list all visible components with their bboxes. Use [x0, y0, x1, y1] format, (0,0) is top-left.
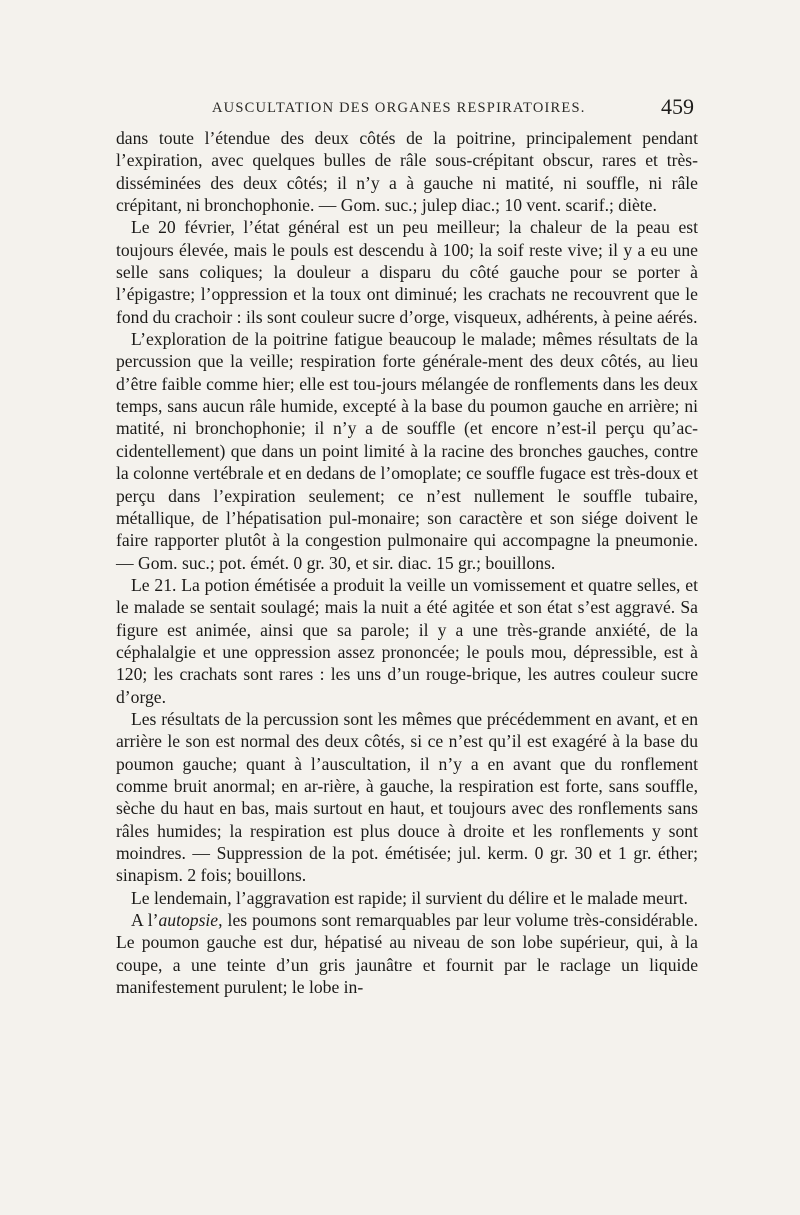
- paragraph-percussion: Les résultats de la percussion sont les mêmes que précédemment en avant, et en arrière le son est normal des deux côtés, si ce n’est qu’il est exagéré à la base du poumon gauche; quant à l’auscultation, il n’y a en avant que du ronflement comme bruit anormal; en ar-rière, à gauche, la respiration est forte, sans souffle, sèche du haut en bas, mais surtout en haut, et toujours avec des ronflements sans râles humides; la respiration est plus douce à droite et les ronflements y sont moindres. — Suppression de la pot. émétisée; jul. kerm. 0 gr. 30 et 1 gr. éther; sinapism. 2 fois; bouillons.: [116, 708, 698, 886]
- running-title: AUSCULTATION DES ORGANES RESPIRATOIRES.: [212, 100, 586, 116]
- body-text: [116, 127, 698, 998]
- paragraph-20-fevrier: Le 20 février, l’état général est un peu meilleur; la chaleur de la peau est toujours élevée, mais le pouls est descendu à 100; la soif reste vive; il y a eu une selle sans coliques; la douleur a disparu du côté gauche pour se porter à l’épigastre; l’oppression et la toux ont diminué; les crachats ne recouvrent que le fond du crachoir : ils sont couleur sucre d’orge, visqueux, adhérents, à peine aérés.: [116, 217, 698, 327]
- page-number: 459: [661, 94, 694, 119]
- autopsie-emphasis: autopsie,: [158, 910, 223, 931]
- paragraph-autopsie: [116, 909, 698, 998]
- paragraph-lendemain: Le lendemain, l’aggravation est rapide; il survient du délire et le malade meurt.: [131, 887, 688, 908]
- paragraph-exploration: L’exploration de la poitrine fatigue beaucoup le malade; mêmes résultats de la percussion que la veille; respiration forte générale-ment des deux côtés, au lieu d’être faible comme hier; elle est tou-jours mélangée de ronflements dans les deux temps, sans aucun râle humide, excepté à la base du poumon gauche en arrière; ni matité, ni bronchophonie; il n’y a de souffle (et encore n’est-il perçu qu’ac-cidentellement) que dans un point limité à la racine des bronches gauches, contre la colonne vertébrale et en dedans de l’omoplate; ce souffle fugace est très-doux et perçu dans l’expiration seulement; ce n’est nullement le souffle tubaire, métallique, de l’hépatisation pul-monaire; son caractère et son siége doivent le faire rapporter plutôt à la congestion pulmonaire qui accompagne la pneumonie. — Gom. suc.; pot. émét. 0 gr. 30, et sir. diac. 15 gr.; bouillons.: [116, 329, 698, 573]
- autopsie-prefix: A l’: [131, 910, 159, 931]
- paragraph-continued: dans toute l’étendue des deux côtés de la poitrine, principalement pendant l’expiration, avec quelques bulles de râle sous-crépitant obscur, rares et très-disséminées des deux côtés; il n’y a à gauche ni matité, ni souffle, ni râle crépitant, ni bronchophonie. — Gom. suc.; julep diac.; 10 vent. scarif.; diète.: [116, 128, 698, 216]
- running-head: [116, 96, 698, 124]
- autopsie-text: les poumons sont remarquables par leur volume très-considérable. Le poumon gauche est dur, hépatisé au niveau de son lobe supérieur, qui, à la coupe, a une teinte d’un gris jaunâtre et fournit par le raclage un liquide manifestement purulent; le lobe in-: [116, 910, 698, 998]
- paragraph-le-21: Le 21. La potion émétisée a produit la veille un vomissement et quatre selles, et le malade se sentait soulagé; mais la nuit a été agitée et son état s’est aggravé. Sa figure est animée, ainsi que sa parole; il y a une très-grande anxiété, de la céphalalgie et une oppression assez prononcée; le pouls mou, dépressible, est à 120; les crachats sont rares : les uns d’un rouge-brique, les autres couleur sucre d’orge.: [116, 574, 698, 707]
